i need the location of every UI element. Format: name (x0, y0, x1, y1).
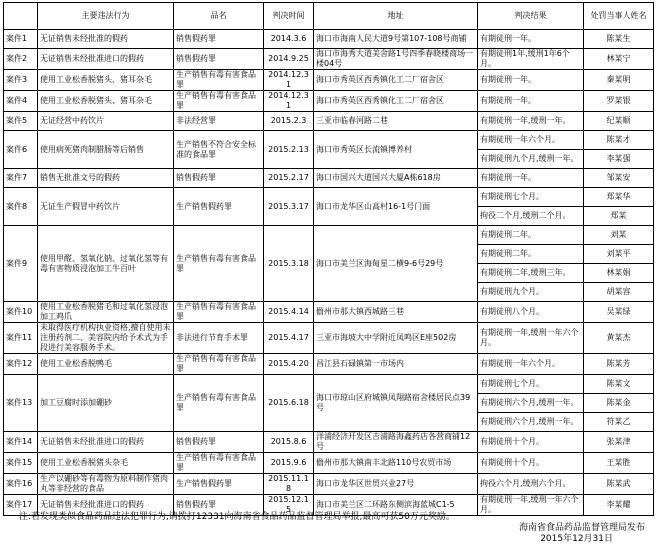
charge-cell: 销售假药罪 (174, 495, 264, 516)
case-id-cell: 案件11 (4, 323, 38, 354)
name-cell: 符某乙 (584, 413, 654, 432)
table-row (4, 226, 654, 245)
date-cell: 2015.11.18 (264, 474, 314, 495)
name-cell: 陈某金 (584, 394, 654, 413)
charge-cell: 生产销售有毒有害食品罪 (174, 302, 264, 323)
violation-cell: 无证经营中药饮片 (38, 112, 174, 131)
table-row (4, 474, 654, 495)
date-cell: 2015.12.15 (264, 495, 314, 516)
name-cell: 郑某 (584, 207, 654, 226)
case-id-cell: 案件15 (4, 453, 38, 474)
address-cell: 海口市秀英区西秀镇化工二厂宿舍区 (314, 91, 478, 112)
violation-cell: 使用工业松香脱鸭毛 (38, 354, 174, 375)
violation-cell: 无证销售未经批准的假药 (38, 30, 174, 49)
date-cell: 2015.2.17 (264, 169, 314, 188)
case-id-cell: 案件12 (4, 354, 38, 375)
table-row (4, 112, 654, 131)
case-id-cell: 案件4 (4, 91, 38, 112)
name-cell: 林某娟 (584, 264, 654, 283)
date-cell: 2015.2.3 (264, 112, 314, 131)
name-cell: 李某强 (584, 150, 654, 169)
case-id-cell: 案件6 (4, 131, 38, 169)
result-cell: 有期徒刑七个月。 (478, 375, 584, 394)
date-cell: 2014.3.6 (264, 30, 314, 49)
charge-cell: 非法经营罪 (174, 112, 264, 131)
violation-cell: 使用工业松香脱猪头、猪耳杂毛 (38, 70, 174, 91)
name-cell: 吴某绿 (584, 302, 654, 323)
charge-cell: 生产销售假药罪 (174, 188, 264, 226)
result-cell: 有期徒刑二年。 (478, 245, 584, 264)
result-cell: 有期徒刑一年六个月。 (478, 131, 584, 150)
address-cell: 儋州市那大镇西城路三巷 (314, 302, 478, 323)
name-cell: 秦某明 (584, 70, 654, 91)
charge-cell: 生产销售有毒有害食品罪 (174, 453, 264, 474)
violation-cell: 销售无批准文号的假药 (38, 169, 174, 188)
charge-cell: 生产销售假药罪 (174, 474, 264, 495)
charge-cell: 销售假药罪 (174, 169, 264, 188)
name-cell: 胡某容 (584, 283, 654, 302)
header-address: 地址 (314, 3, 478, 30)
date-cell: 2014.9.25 (264, 49, 314, 70)
result-cell: 有期徒刑八个月。 (478, 302, 584, 323)
result-cell: 有期徒刑六个月,缓刑一年。 (478, 413, 584, 432)
table-row (4, 131, 654, 150)
name-cell: 刘某平 (584, 245, 654, 264)
violation-cell: 无证销售未经批准进口的假药 (38, 49, 174, 70)
violation-cell: 使用甲醛、氢氧化钠、过氧化氢等有毒有害物质浸泡加工牛百叶 (38, 226, 174, 302)
charge-cell: 生产销售有毒有害食品罪 (174, 354, 264, 375)
table-row (4, 70, 654, 91)
violation-cell: 无证生产假冒中药饮片 (38, 188, 174, 226)
address-cell: 海口市美兰区二环路东侧滨海蓝城C1-5 (314, 495, 478, 516)
footer-note: 注:若发现类似食品药品违法犯罪行为,请拨打12331向海南省食品药品监督管理局举报,最高可获50万元奖励。 (19, 512, 455, 522)
violation-cell: 加工豆腐时添加硼砂 (38, 375, 174, 432)
violation-cell: 生产以硼砂等有毒物为原料制作猪肉丸等非经营的食品 (38, 474, 174, 495)
address-cell: 海口市海南人民大道9号第107-108号商铺 (314, 30, 478, 49)
table-body (4, 30, 654, 516)
header-case-id (4, 3, 38, 30)
result-cell: 有期徒刑1年,缓刑1年6个月。 (478, 49, 584, 70)
name-cell: 王某胜 (584, 453, 654, 474)
table-row (4, 323, 654, 354)
footer-org: 海南省食品药品监督管理局发布 (518, 523, 645, 533)
name-cell: 李某耀 (584, 495, 654, 516)
charge-cell: 生产销售不符合安全标准的食品罪 (174, 131, 264, 169)
result-cell: 有期徒刑二年。 (478, 226, 584, 245)
result-cell: 有期徒刑一年。 (478, 169, 584, 188)
header-result: 判决结果 (478, 3, 584, 30)
address-cell: 海口市海秀大道美舍路1号四季春晓楼商场一楼04号 (314, 49, 478, 70)
criminal-cases-table (3, 2, 654, 516)
table-row (4, 302, 654, 323)
name-cell: 罗某银 (584, 91, 654, 112)
name-cell: 纪某顺 (584, 112, 654, 131)
case-id-cell: 案件10 (4, 302, 38, 323)
charge-cell: 生产销售有毒有害食品罪 (174, 226, 264, 302)
result-cell: 有期徒刑十个月。 (478, 453, 584, 474)
address-cell: 海口市国兴大道国兴大厦A栋618房 (314, 169, 478, 188)
case-id-cell: 案件17 (4, 495, 38, 516)
case-id-cell: 案件13 (4, 375, 38, 432)
date-cell: 2015.8.6 (264, 432, 314, 453)
footer-date: 2015年12月31日 (540, 534, 613, 544)
name-cell: 刘某 (584, 226, 654, 245)
name-cell: 陈某文 (584, 375, 654, 394)
violation-cell: 使用工业松香脱猪头、猪耳杂毛 (38, 91, 174, 112)
footer (3, 512, 653, 545)
charge-cell: 生产销售有毒有害食品罪 (174, 70, 264, 91)
address-cell: 三亚市临春河路二巷 (314, 112, 478, 131)
result-cell: 拘役六个月,缓刑六个月。 (478, 474, 584, 495)
table-row (4, 354, 654, 375)
date-cell: 2015.3.18 (264, 226, 314, 302)
name-cell: 郑某华 (584, 188, 654, 207)
charge-cell: 生产销售有毒有害食品罪 (174, 91, 264, 112)
result-cell: 有期徒刑二年,缓刑三年。 (478, 264, 584, 283)
name-cell: 陈某才 (584, 131, 654, 150)
case-id-cell: 案件5 (4, 112, 38, 131)
table-row (4, 375, 654, 394)
case-id-cell: 案件1 (4, 30, 38, 49)
result-cell: 拘役二个月,缓刑二个月。 (478, 207, 584, 226)
table-row (4, 432, 654, 453)
case-id-cell: 案件7 (4, 169, 38, 188)
result-cell: 有期徒刑十个月。 (478, 432, 584, 453)
date-cell: 2014.12.31 (264, 91, 314, 112)
case-id-cell: 案件14 (4, 432, 38, 453)
table-row (4, 169, 654, 188)
address-cell: 海口市秀英区西秀镇化工二厂宿舍区 (314, 70, 478, 91)
address-cell: 洋浦经济开发区吉浦路海鑫药店各营商铺12号 (314, 432, 478, 453)
violation-cell: 未取得医疗机构执业资格,擅自使用未注册药剂二、美容院内给予术式为手段进行美容服务手术。 (38, 323, 174, 354)
header-date: 判决时间 (264, 3, 314, 30)
address-cell: 昌江县石碌镇第一市场内 (314, 354, 478, 375)
result-cell: 有期徒刑一年六个月。 (478, 354, 584, 375)
case-id-cell: 案件8 (4, 188, 38, 226)
table-row (4, 30, 654, 49)
violation-cell: 使用工业松香脱猪头杂毛 (38, 453, 174, 474)
violation-cell: 无证销售未经批准进口的假药 (38, 432, 174, 453)
result-cell: 有期徒刑九个月。 (478, 283, 584, 302)
table-row (4, 453, 654, 474)
charge-cell: 非法进行节育手术罪 (174, 323, 264, 354)
result-cell: 有期徒刑一年,缓刑一年六个月。 (478, 495, 584, 516)
charge-cell: 销售假药罪 (174, 30, 264, 49)
table-header-row (4, 3, 654, 30)
name-cell: 邹某安 (584, 169, 654, 188)
result-cell: 有期徒刑一年。 (478, 70, 584, 91)
address-cell: 海口市秀英区长流镇博养村 (314, 131, 478, 169)
header-name: 处罚当事人姓名 (584, 3, 654, 30)
address-cell: 海口市龙华区山高村16-1号门面 (314, 188, 478, 226)
charge-cell: 销售假药罪 (174, 432, 264, 453)
date-cell: 2015.4.17 (264, 323, 314, 354)
name-cell: 陈某武 (584, 474, 654, 495)
table-row (4, 188, 654, 207)
table-row (4, 91, 654, 112)
address-cell: 儋州市那大镇南丰北路110号农贸市场 (314, 453, 478, 474)
case-id-cell: 案件9 (4, 226, 38, 302)
address-cell: 海口市琼山区府城镇凤翔路宿舍楼居民点39号 (314, 375, 478, 432)
name-cell: 陈某芳 (584, 354, 654, 375)
date-cell: 2014.12.31 (264, 70, 314, 91)
result-cell: 有期徒刑一年,缓刑一年。 (478, 112, 584, 131)
address-cell: 三亚市海坡大中学附近凤鸣区E座502房 (314, 323, 478, 354)
address-cell: 海口市龙华区世贸兴业27号 (314, 474, 478, 495)
case-id-cell: 案件2 (4, 49, 38, 70)
violation-cell: 使用工业松香脱猪毛和过氧化氢浸泡加工鸡爪 (38, 302, 174, 323)
case-id-cell: 案件3 (4, 70, 38, 91)
result-cell: 有期徒刑九个月,缓刑一年。 (478, 150, 584, 169)
cases-table-wrapper (3, 2, 653, 544)
date-cell: 2015.6.18 (264, 375, 314, 432)
result-cell: 有期徒刑一年。 (478, 30, 584, 49)
result-cell: 有期徒刑六个月,缓刑一年。 (478, 394, 584, 413)
date-cell: 2015.2.13 (264, 131, 314, 169)
header-charge: 品名 (174, 3, 264, 30)
date-cell: 2015.4.14 (264, 302, 314, 323)
header-violation: 主要违法行为 (38, 3, 174, 30)
name-cell: 张某津 (584, 432, 654, 453)
date-cell: 2015.3.17 (264, 188, 314, 226)
address-cell: 海口市美兰区海甸星二横9-6号29号 (314, 226, 478, 302)
violation-cell: 使用病死猪肉制腊肠等后销售 (38, 131, 174, 169)
name-cell: 林某宁 (584, 49, 654, 70)
result-cell: 有期徒刑七个月。 (478, 188, 584, 207)
result-cell: 有期徒刑一年。 (478, 91, 584, 112)
date-cell: 2015.4.20 (264, 354, 314, 375)
charge-cell: 销售假药罪 (174, 49, 264, 70)
table-row (4, 49, 654, 70)
case-id-cell: 案件16 (4, 474, 38, 495)
result-cell: 有期徒刑一年,缓刑一年六个月。 (478, 323, 584, 354)
date-cell: 2015.9.6 (264, 453, 314, 474)
name-cell: 黄某杰 (584, 323, 654, 354)
violation-cell: 无证销售未经批准进口的假药 (38, 495, 174, 516)
name-cell: 陈某生 (584, 30, 654, 49)
charge-cell: 生产销售有毒有害食品罪 (174, 375, 264, 432)
